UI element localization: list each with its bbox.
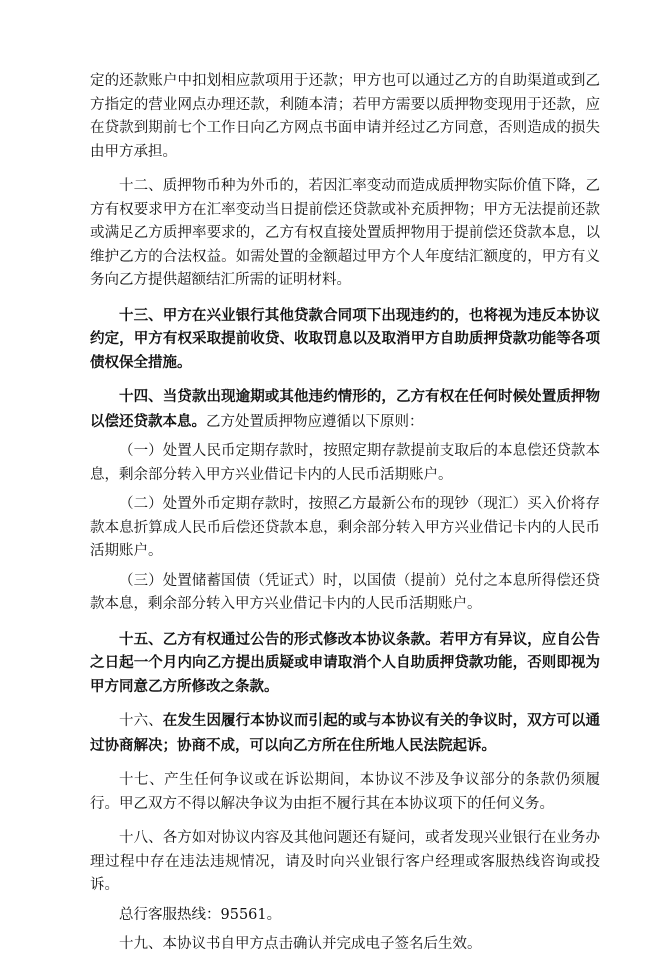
clause-19: 十九、本协议书自甲方点击确认并完成电子签名后生效。: [119, 936, 482, 952]
clause-14-bold: 十四、当贷款出现逾期或其他违约情形的，乙方有权在任何时候处置质押物以偿还贷款本息。: [90, 388, 600, 430]
hotline: 总行客服热线：95561。: [119, 906, 282, 923]
clause-17: 十七、产生任何争议或在诉讼期间，本协议不涉及争议部分的条款仍须履行。甲乙双方不得以解决争议为由拒不履行其在本协议项下的任何义务。: [90, 772, 600, 812]
clause-14: [90, 385, 600, 434]
clause-18: 十八、各方如对协议内容及其他问题还有疑问，或者发现兴业银行在业务办理过程中存在违法违规情况，请及时向兴业银行客户经理或客服热线咨询或投诉。: [90, 830, 600, 893]
clause-14-item-3: （三）处置储蓄国债（凭证式）时，以国债（提前）兑付之本息所得偿还贷款本息，剩余部分转入甲方兴业借记卡内的人民币活期账户。: [90, 572, 600, 612]
clause-11-continuation: 定的还款账户中扣划相应款项用于还款；甲方也可以通过乙方的自助渠道或到乙方指定的营业网点办理还款，利随本清；若甲方需要以质押物变现用于还款，应在贷款到期前七个工作日向乙方网点书面申请并经过乙方同意，否则造成的损失由甲方承担。: [90, 73, 600, 160]
clause-12: 十二、质押物币种为外币的，若因汇率变动而造成质押物实际价值下降，乙方有权要求甲方在汇率变动当日提前偿还贷款或补充质押物；甲方无法提前还款或满足乙方质押率要求的，乙方有权直接处置质押物用于提前偿还贷款本息，以维护乙方的合法权益。如需处置的金额超过甲方个人年度结汇额度的，甲方有义务向乙方提供超额结汇所需的证明材料。: [90, 178, 600, 288]
clause-15: 十五、乙方有权通过公告的形式修改本协议条款。若甲方有异议，应自公告之日起一个月内向乙方提出质疑或申请取消个人自助质押贷款功能，否则即视为甲方同意乙方所修改之条款。: [90, 630, 600, 695]
clause-16: [90, 709, 600, 758]
clause-14-item-2: （二）处置外币定期存款时，按照乙方最新公布的现钞（现汇）买入价将存款本息折算成人民币后偿还贷款本息，剩余部分转入甲方兴业借记卡内的人民币活期账户。: [90, 496, 600, 559]
clause-16-bold: 在发生因履行本协议而引起的或与本协议有关的争议时，双方可以通过协商解决；协商不成，可以向乙方所在住所地人民法院起诉。: [90, 712, 600, 754]
clause-16-number: 十六、: [119, 713, 163, 729]
clause-14-item-1: （一）处置人民币定期存款时，按照定期存款提前支取后的本息偿还贷款本息，剩余部分转入甲方兴业借记卡内的人民币活期账户。: [90, 443, 600, 483]
clause-13: 十三、甲方在兴业银行其他贷款合同项下出现违约的，也将视为违反本协议约定，甲方有权采取提前收贷、收取罚息以及取消甲方自助质押贷款功能等各项债权保全措施。: [90, 306, 600, 371]
clause-14-normal: 乙方处置质押物应遵循以下原则：: [206, 413, 424, 430]
